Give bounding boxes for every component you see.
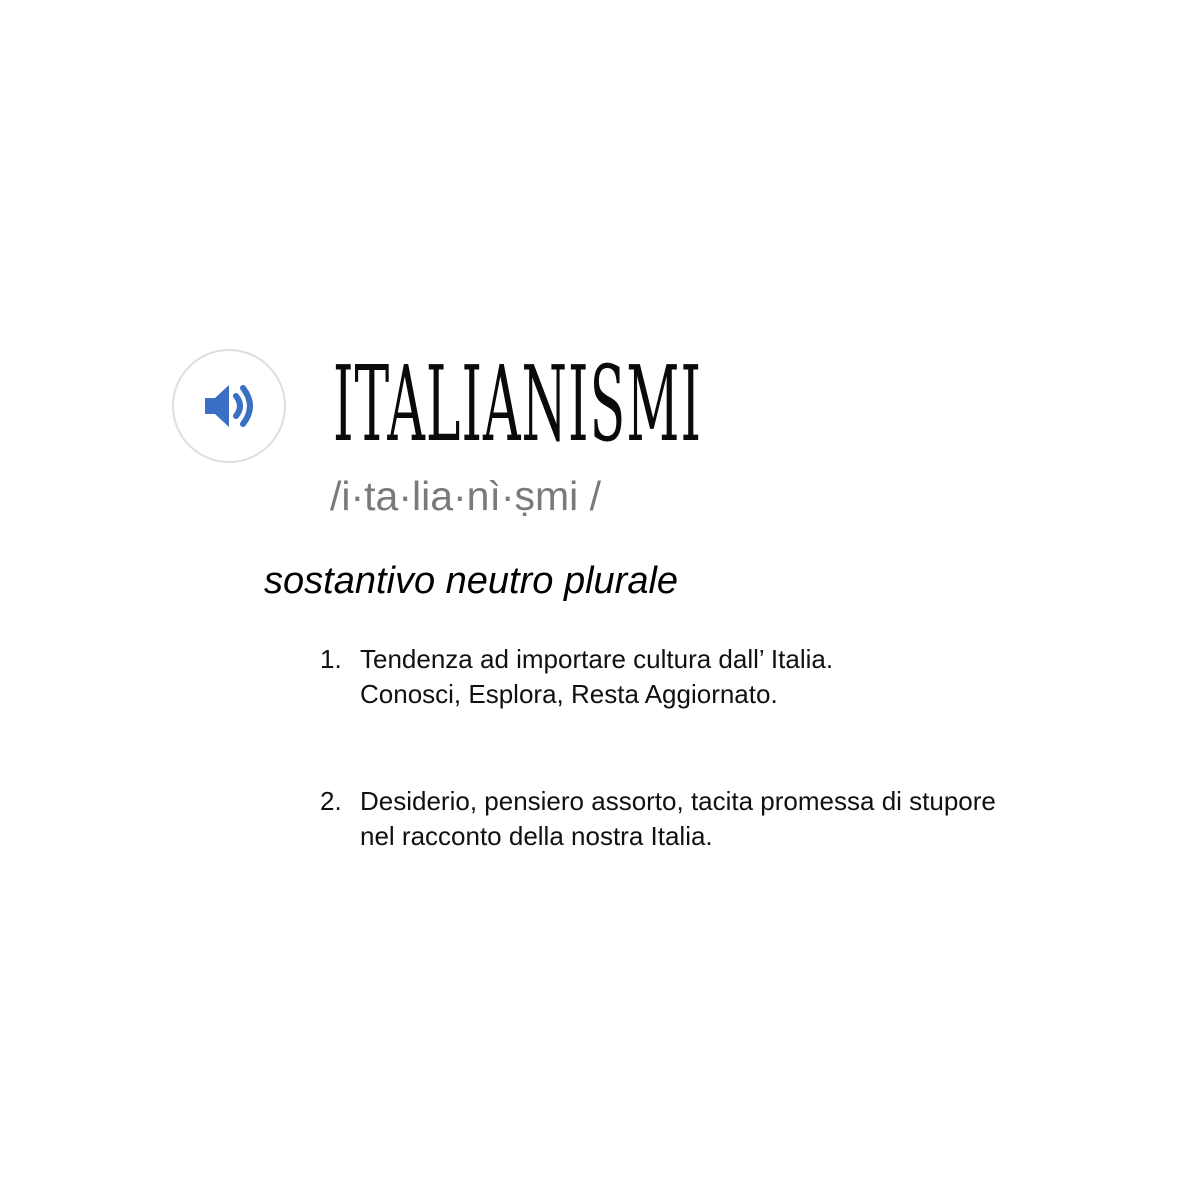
part-of-speech: sostantivo neutro plurale [264,560,679,602]
pronunciation: /i·ta·lia·nì·ṣmi / [330,473,602,519]
definition-text-line: Conosci, Esplora, Resta Aggiornato. [360,679,778,709]
speaker-icon [199,376,259,436]
definition-text-line: nel racconto della nostra Italia. [360,821,713,851]
definition-number: 1. [320,644,342,674]
definition-list [320,642,1120,854]
play-pronunciation-button[interactable] [172,349,286,463]
headword: ITALIANISMI [333,343,703,465]
definition-text-line: Tendenza ad importare cultura dall’ Italia. [360,644,834,674]
definition-item [320,642,1120,712]
definition-text-line: Desiderio, pensiero assorto, tacita promessa di stupore [360,786,996,816]
definition-number: 2. [320,786,342,816]
definition-item [320,784,1120,854]
